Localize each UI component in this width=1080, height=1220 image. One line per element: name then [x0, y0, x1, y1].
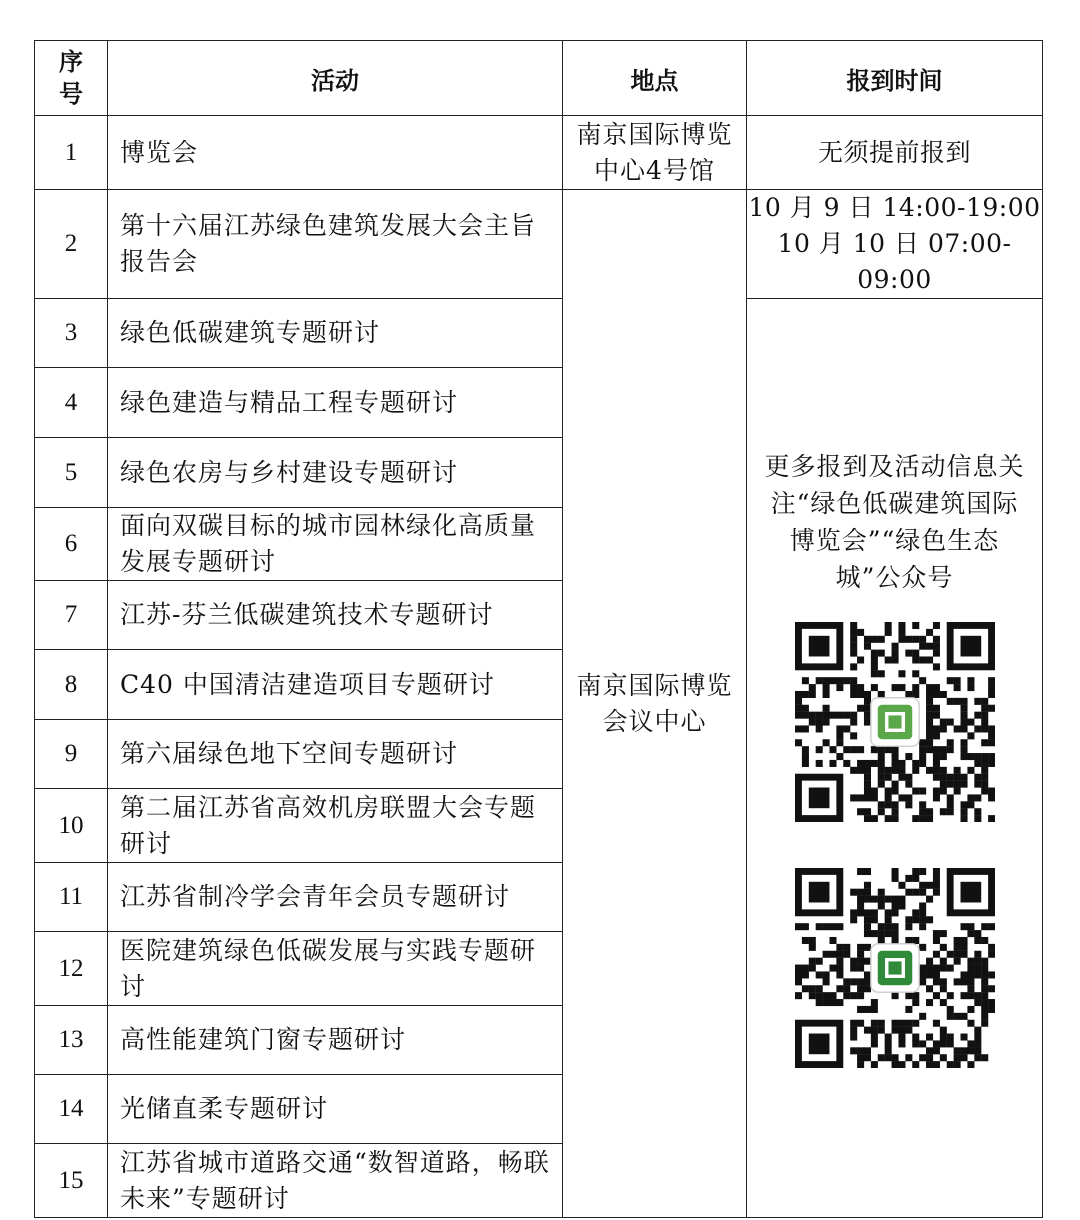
activity-name: C40 中国清洁建造项目专题研讨 — [108, 650, 563, 720]
header-time: 报到时间 — [747, 41, 1043, 116]
info-text: 更多报到及活动信息关注“绿色低碳建筑国际博览会”“绿色生态城”公众号 — [764, 452, 1025, 592]
activity-name: 面向双碳目标的城市园林绿化高质量发展专题研讨 — [108, 508, 563, 581]
checkin-time-line: 10 月 10 日 07:00-09:00 — [777, 229, 1012, 294]
activity-name: 江苏省城市道路交通“数智道路，畅联未来”专题研讨 — [108, 1144, 563, 1218]
activity-name: 第六届绿色地下空间专题研讨 — [108, 720, 563, 789]
qr-code-icon — [795, 622, 995, 822]
activity-name: 绿色建造与精品工程专题研讨 — [108, 368, 563, 438]
table-row — [35, 116, 1043, 190]
activity-name: 绿色低碳建筑专题研讨 — [108, 299, 563, 368]
row-number: 9 — [35, 720, 108, 789]
row-number: 5 — [35, 438, 108, 508]
activity-name: 高性能建筑门窗专题研讨 — [108, 1006, 563, 1075]
activity-name: 绿色农房与乡村建设专题研讨 — [108, 438, 563, 508]
activity-name: 第十六届江苏绿色建筑发展大会主旨报告会 — [108, 190, 563, 299]
activity-name: 江苏-芬兰低碳建筑技术专题研讨 — [108, 581, 563, 650]
row-number: 15 — [35, 1144, 108, 1218]
table-row — [35, 299, 1043, 368]
qr-code-icon — [795, 868, 995, 1068]
checkin-time — [747, 190, 1043, 299]
table-row — [35, 190, 1043, 299]
activity-name: 博览会 — [108, 116, 563, 190]
row-number: 14 — [35, 1075, 108, 1144]
row-number: 4 — [35, 368, 108, 438]
row-number: 13 — [35, 1006, 108, 1075]
row-number: 1 — [35, 116, 108, 190]
header-activity: 活动 — [108, 41, 563, 116]
info-cell — [747, 299, 1043, 1218]
schedule-table — [34, 40, 1043, 1218]
row-number: 11 — [35, 863, 108, 932]
row-number: 8 — [35, 650, 108, 720]
header-no: 序号 — [35, 41, 108, 116]
row-number: 12 — [35, 932, 108, 1006]
header-location: 地点 — [563, 41, 747, 116]
activity-name: 江苏省制冷学会青年会员专题研讨 — [108, 863, 563, 932]
activity-name: 医院建筑绿色低碳发展与实践专题研讨 — [108, 932, 563, 1006]
row-number: 6 — [35, 508, 108, 581]
green-eco-city-logo-icon — [870, 944, 918, 992]
activity-name: 光储直柔专题研讨 — [108, 1075, 563, 1144]
checkin-time: 无须提前报到 — [747, 116, 1043, 190]
row-number: 10 — [35, 789, 108, 863]
location-conference: 南京国际博览会议中心 — [563, 190, 747, 1218]
header-row — [35, 41, 1043, 116]
row-number: 3 — [35, 299, 108, 368]
row-number: 7 — [35, 581, 108, 650]
green-building-logo-icon — [870, 698, 918, 746]
activity-name: 第二届江苏省高效机房联盟大会专题研讨 — [108, 789, 563, 863]
row-number: 2 — [35, 190, 108, 299]
location-expo: 南京国际博览中心4号馆 — [563, 116, 747, 190]
checkin-time-line: 10 月 9 日 14:00-19:00 — [748, 193, 1041, 222]
